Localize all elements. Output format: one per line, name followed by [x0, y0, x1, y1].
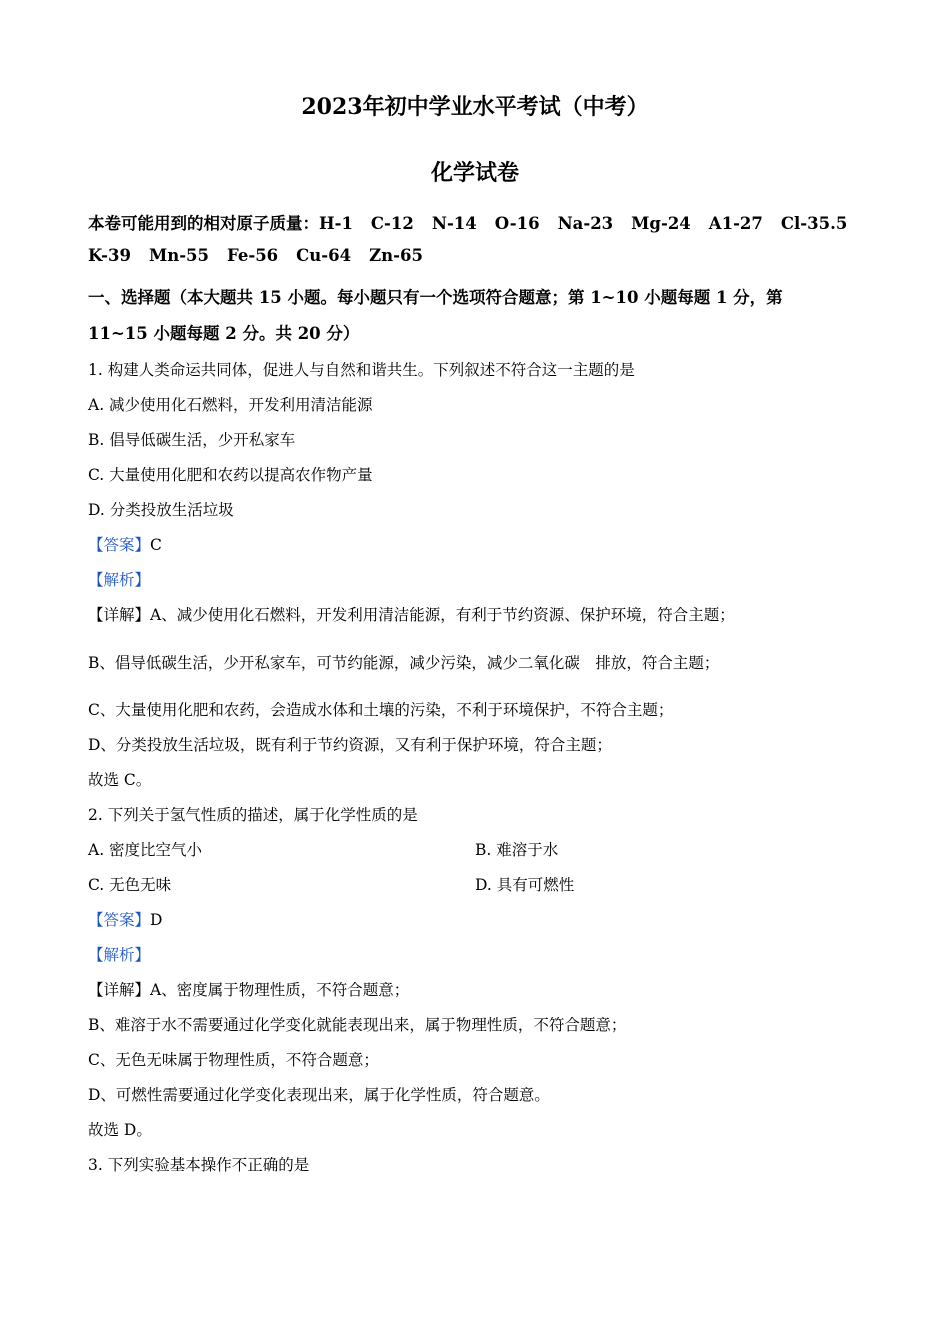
q2-detail-c: C、无色无味属于物理性质，不符合题意；: [88, 1051, 379, 1069]
q2-option-a: A. 密度比空气小: [88, 841, 203, 859]
q2-option-d: D. 具有可燃性: [475, 876, 575, 894]
mass-item: Zn-65: [369, 246, 423, 265]
q2-detail-a: [88, 978, 409, 1000]
atomic-mass-intro: 本卷可能用到的相对原子质量：: [88, 214, 319, 233]
q1-option-c: C. 大量使用化肥和农药以提高农作物产量: [88, 466, 373, 484]
q1-stem: 1. 构建人类命运共同体，促进人与自然和谐共生。下列叙述不符合这一主题的是: [88, 361, 635, 379]
exam-title: 2023年初中学业水平考试（中考）: [301, 94, 649, 120]
atomic-mass-line-1: [88, 210, 847, 234]
mass-item: Cl-35.5: [780, 214, 848, 233]
section-heading-line-2: 11~15 小题每题 2 分。共 20 分）: [88, 324, 360, 343]
atomic-mass-line-2: [88, 246, 441, 265]
answer-tag: 【答案】: [88, 911, 151, 929]
detail-tag: 【详解】: [88, 606, 151, 624]
mass-item: H-1: [319, 214, 353, 233]
q1-conclusion: 故选 C。: [88, 771, 152, 789]
q2-analysis-tag: 【解析】: [88, 946, 151, 964]
q2-option-b: B. 难溶于水: [475, 841, 559, 859]
q2-detail-b: B、难溶于水不需要通过化学变化就能表现出来，属于物理性质，不符合题意；: [88, 1016, 627, 1034]
mass-item: Fe-56: [227, 246, 279, 265]
mass-item: Mg-24: [631, 214, 691, 233]
q2-stem: 2. 下列关于氢气性质的描述，属于化学性质的是: [88, 806, 418, 824]
mass-item: Mn-55: [148, 246, 210, 265]
answer-value: D: [150, 911, 163, 929]
mass-item: A1-27: [708, 214, 763, 233]
mass-item: Cu-64: [296, 246, 352, 265]
mass-item: K-39: [88, 246, 131, 265]
q1-detail-b: B、倡导低碳生活，少开私家车，可节约能源，减少污染，减少二氧化碳 排放，符合主题；: [88, 654, 720, 672]
exam-subtitle: 化学试卷: [430, 160, 519, 186]
q2-answer: [88, 908, 162, 930]
section-heading-line-1: 一、选择题（本大题共 15 小题。每小题只有一个选项符合题意；第 1~10 小题每题 1 分，第: [88, 288, 783, 307]
mass-item: Na-23: [557, 214, 614, 233]
q1-detail-d: D、分类投放生活垃圾，既有利于节约资源，又有利于保护环境，符合主题；: [88, 736, 612, 754]
detail-text: A、减少使用化石燃料，开发利用清洁能源，有利于节约资源、保护环境，符合主题；: [150, 606, 735, 624]
q2-detail-d: D、可燃性需要通过化学变化表现出来，属于化学性质，符合题意。: [88, 1086, 550, 1104]
q2-conclusion: 故选 D。: [88, 1121, 152, 1139]
q3-stem: 3. 下列实验基本操作不正确的是: [88, 1156, 310, 1174]
detail-tag: 【详解】: [88, 981, 151, 999]
q1-analysis-tag: 【解析】: [88, 571, 151, 589]
q1-option-d: D. 分类投放生活垃圾: [88, 501, 234, 519]
answer-tag: 【答案】: [88, 536, 151, 554]
detail-text: A、密度属于物理性质，不符合题意；: [150, 981, 410, 999]
mass-item: N-14: [431, 214, 477, 233]
answer-value: C: [150, 536, 162, 554]
mass-item: O-16: [494, 214, 540, 233]
q1-detail-a: [88, 603, 735, 625]
mass-item: C-12: [370, 214, 414, 233]
q1-option-a: A. 减少使用化石燃料，开发利用清洁能源: [88, 396, 373, 414]
q2-option-c: C. 无色无味: [88, 876, 172, 894]
q1-detail-c: C、大量使用化肥和农药，会造成水体和土壤的污染，不利于环境保护，不符合主题；: [88, 701, 674, 719]
q1-answer: [88, 533, 162, 555]
q1-option-b: B. 倡导低碳生活，少开私家车: [88, 431, 296, 449]
